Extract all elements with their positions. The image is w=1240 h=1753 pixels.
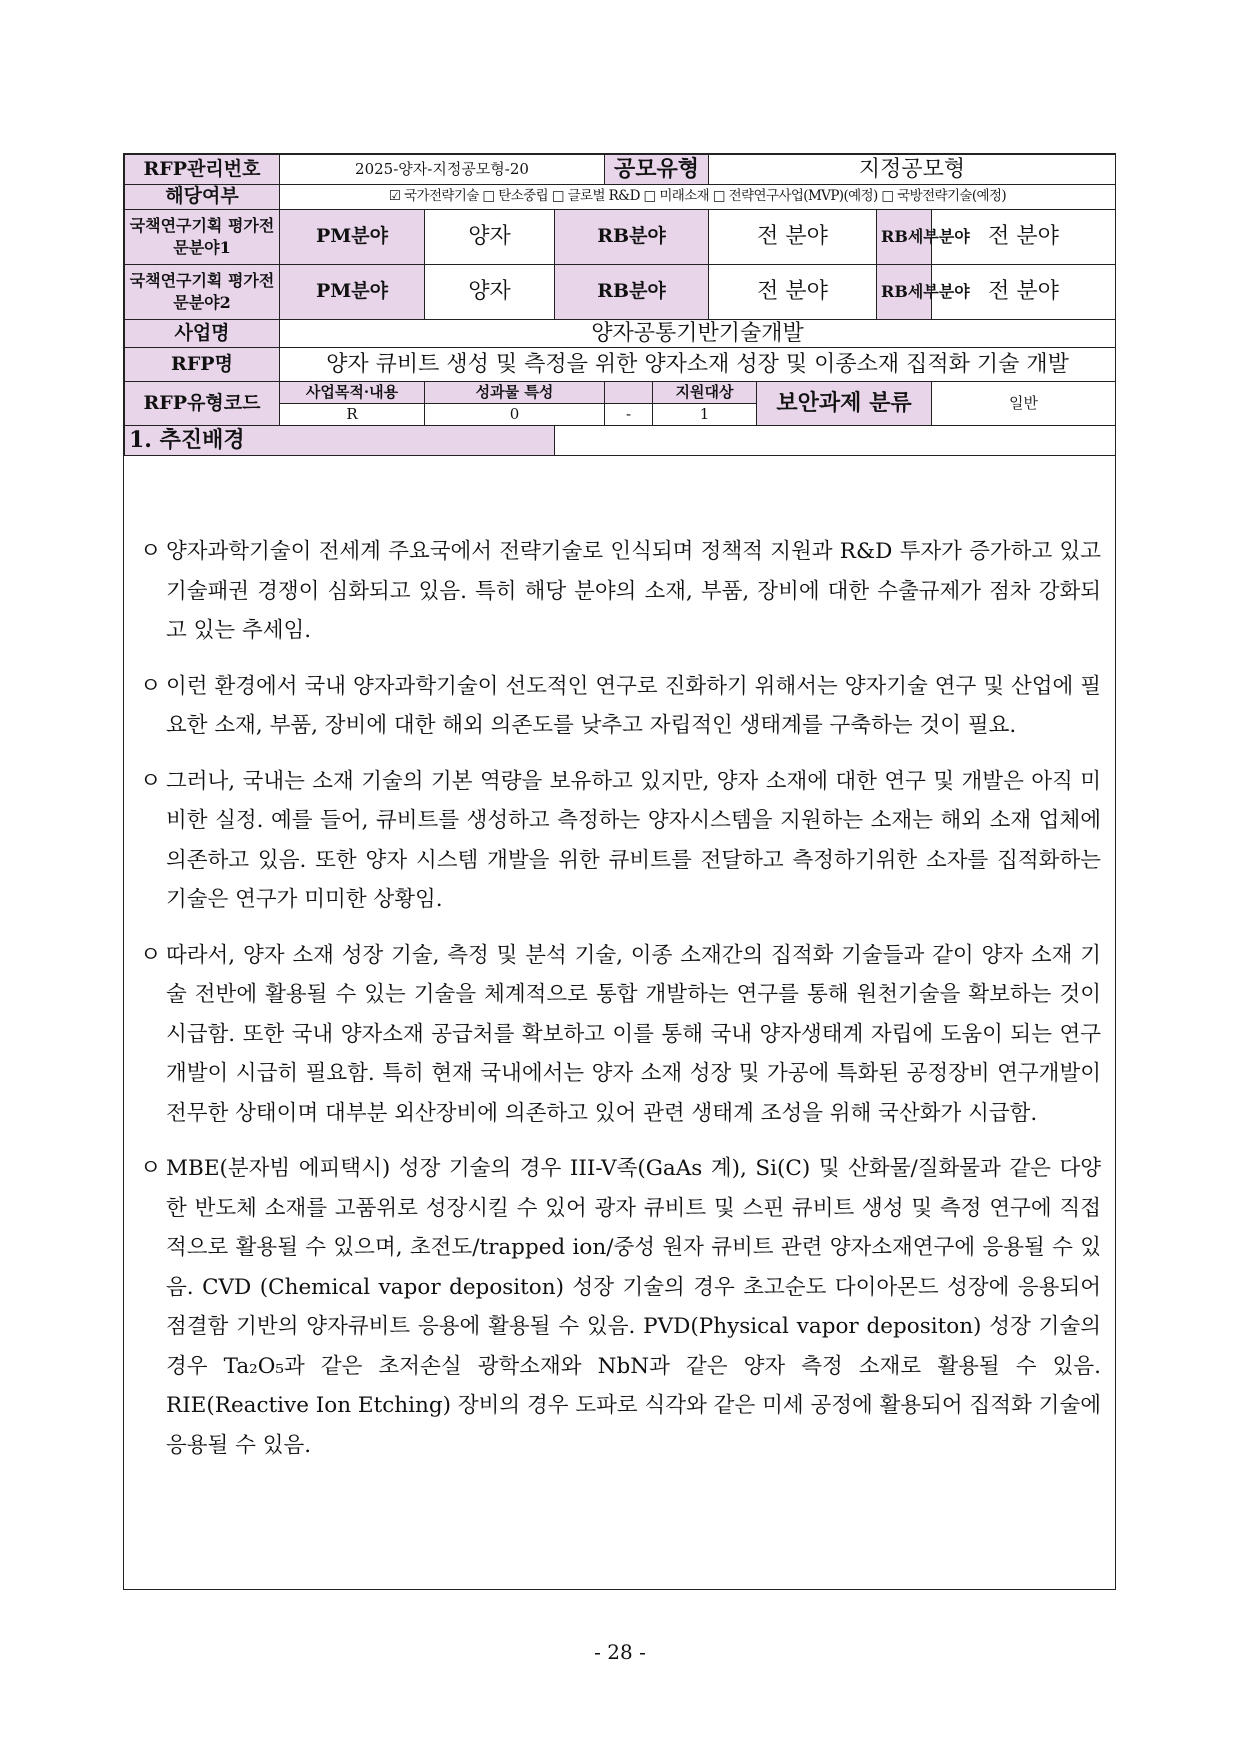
outcome-label: 성과물 특성	[425, 382, 605, 404]
pm-field-value-2: 양자	[425, 265, 555, 320]
section-body	[124, 472, 1115, 1589]
rb-sub-field-value: 전 분야	[932, 210, 1116, 265]
list-item	[140, 667, 1101, 746]
rfp-header-table	[124, 154, 1116, 456]
document-frame	[123, 153, 1116, 1590]
security-class-label: 보안과제 분류	[757, 382, 932, 426]
purpose-value: R	[280, 404, 425, 426]
support-value: 1	[653, 404, 757, 426]
rb-field-label: RB분야	[555, 210, 709, 265]
bullet-marker: ㅇ	[140, 768, 162, 794]
paragraph-5: MBE(분자빔 에피택시) 성장 기술의 경우 III-V족(GaAs 계), Si(C) 및 산화물/질화물과 같은 다양한 반도체 소재를 고품위로 성장시킬 수 있어 광자 큐비트 및 스핀 큐비트 생성 및 측정 연구에 직접적으로 활용될 수 있으며, 초전도/trapped ion/중성 원자 큐비트 관련 양자소재연구에 응용될 수 있음. CVD (Chemical vapor depositon) 성장 기술의 경우 초고순도 다이아몬드 성장에 응용되어 점결함 기반의 양자큐비트 응용에 활용될 수 있음. PVD(Physical vapor depositon) 성장 기술의 경우 Ta₂O₅과 같은 초저손실 광학소재와 NbN과 같은 양자 측정 소재로 활용될 수 있음. RIE(Reactive Ion Etching) 장비의 경우 도파로 식각와 같은 미세 공정에 활용되어 집적화 기술에 응용될 수 있음.	[166, 1156, 1101, 1458]
rfp-type-code-label: RFP유형코드	[125, 382, 280, 426]
paragraph-2: 이런 환경에서 국내 양자과학기술이 선도적인 연구로 진화하기 위해서는 양자기술 연구 및 산업에 필요한 소재, 부품, 장비에 대한 해외 의존도를 낮추고 자립적인 생태계를 구축하는 것이 필요.	[166, 673, 1101, 738]
eval-field-2-label: 국책연구기획 평가전문분야2	[125, 265, 280, 320]
project-value: 양자공통기반기술개발	[280, 320, 1116, 348]
bullet-marker: ㅇ	[140, 1156, 162, 1181]
rfp-no-value: 2025-양자-지정공모형-20	[280, 155, 605, 185]
section-title-blank	[555, 426, 1116, 456]
rfp-name-label: RFP명	[125, 348, 280, 382]
pm-field-value: 양자	[425, 210, 555, 265]
bullet-marker: ㅇ	[140, 539, 162, 564]
pm-field-label-2: PM분야	[280, 265, 425, 320]
paragraph-3: 그러나, 국내는 소재 기술의 기본 역량을 보유하고 있지만, 양자 소재에 대한 연구 및 개발은 아직 미비한 실정. 예를 들어, 큐비트를 생성하고 측정하는 양자시스템을 지원하는 소재는 해외 소재 업체에 의존하고 있음. 또한 양자 시스템 개발을 위한 큐비트를 전달하고 측정하기위한 소자를 집적화하는 기술은 연구가 미미한 상황임.	[166, 768, 1101, 912]
security-class-value: 일반	[932, 382, 1116, 426]
rfp-name-value: 양자 큐비트 생성 및 측정을 위한 양자소재 성장 및 이종소재 집적화 기술 개발	[280, 348, 1116, 382]
rb-field-label-2: RB분야	[555, 265, 709, 320]
support-label: 지원대상	[653, 382, 757, 404]
list-item	[140, 532, 1101, 651]
applicable-label: 해당여부	[125, 185, 280, 210]
list-item	[140, 762, 1101, 920]
outcome-value: 0	[425, 404, 605, 426]
purpose-label: 사업목적·내용	[280, 382, 425, 404]
blank-label	[605, 382, 653, 404]
list-item	[140, 1149, 1101, 1465]
bullet-list	[140, 532, 1101, 1465]
contest-type-label: 공모유형	[605, 155, 709, 185]
pm-field-label: PM분야	[280, 210, 425, 265]
applicable-checkboxes: ☑ 국가전략기술 □ 탄소중립 □ 글로벌 R&D □ 미래소재 □ 전략연구사업(MVP)(예정) □ 국방전략기술(예정)	[280, 185, 1116, 210]
bullet-marker: ㅇ	[140, 673, 162, 699]
paragraph-4: 따라서, 양자 소재 성장 기술, 측정 및 분석 기술, 이종 소재간의 집적화 기술들과 같이 양자 소재 기술 전반에 활용될 수 있는 기술을 체계적으로 통합 개발하는 연구를 통해 원천기술을 확보하는 것이 시급함. 또한 국내 양자소재 공급처를 확보하고 이를 통해 국내 양자생태계 자립에 도움이 되는 연구개발이 시급히 필요함. 특히 현재 국내에서는 양자 소재 성장 및 가공에 특화된 공정장비 연구개발이 전무한 상태이며 대부분 외산장비에 의존하고 있어 관련 생태계 조성을 위해 국산화가 시급함.	[166, 942, 1101, 1126]
rb-sub-field-label-2: RB세부분야	[877, 265, 932, 320]
contest-type-value: 지정공모형	[709, 155, 1116, 185]
page-number: - 28 -	[594, 1640, 646, 1664]
rb-sub-field-label: RB세부분야	[877, 210, 932, 265]
list-item	[140, 936, 1101, 1134]
rfp-no-label: RFP관리번호	[125, 155, 280, 185]
rb-field-value: 전 분야	[709, 210, 877, 265]
section-title: 1. 추진배경	[125, 426, 555, 456]
eval-field-1-label: 국책연구기획 평가전문분야1	[125, 210, 280, 265]
blank-value: -	[605, 404, 653, 426]
rb-sub-field-value-2: 전 분야	[932, 265, 1116, 320]
paragraph-1: 양자과학기술이 전세계 주요국에서 전략기술로 인식되며 정책적 지원과 R&D 투자가 증가하고 있고 기술패권 경쟁이 심화되고 있음. 특히 해당 분야의 소재, 부품, 장비에 대한 수출규제가 점차 강화되고 있는 추세임.	[166, 539, 1101, 643]
project-label: 사업명	[125, 320, 280, 348]
rb-field-value-2: 전 분야	[709, 265, 877, 320]
bullet-marker: ㅇ	[140, 942, 162, 968]
